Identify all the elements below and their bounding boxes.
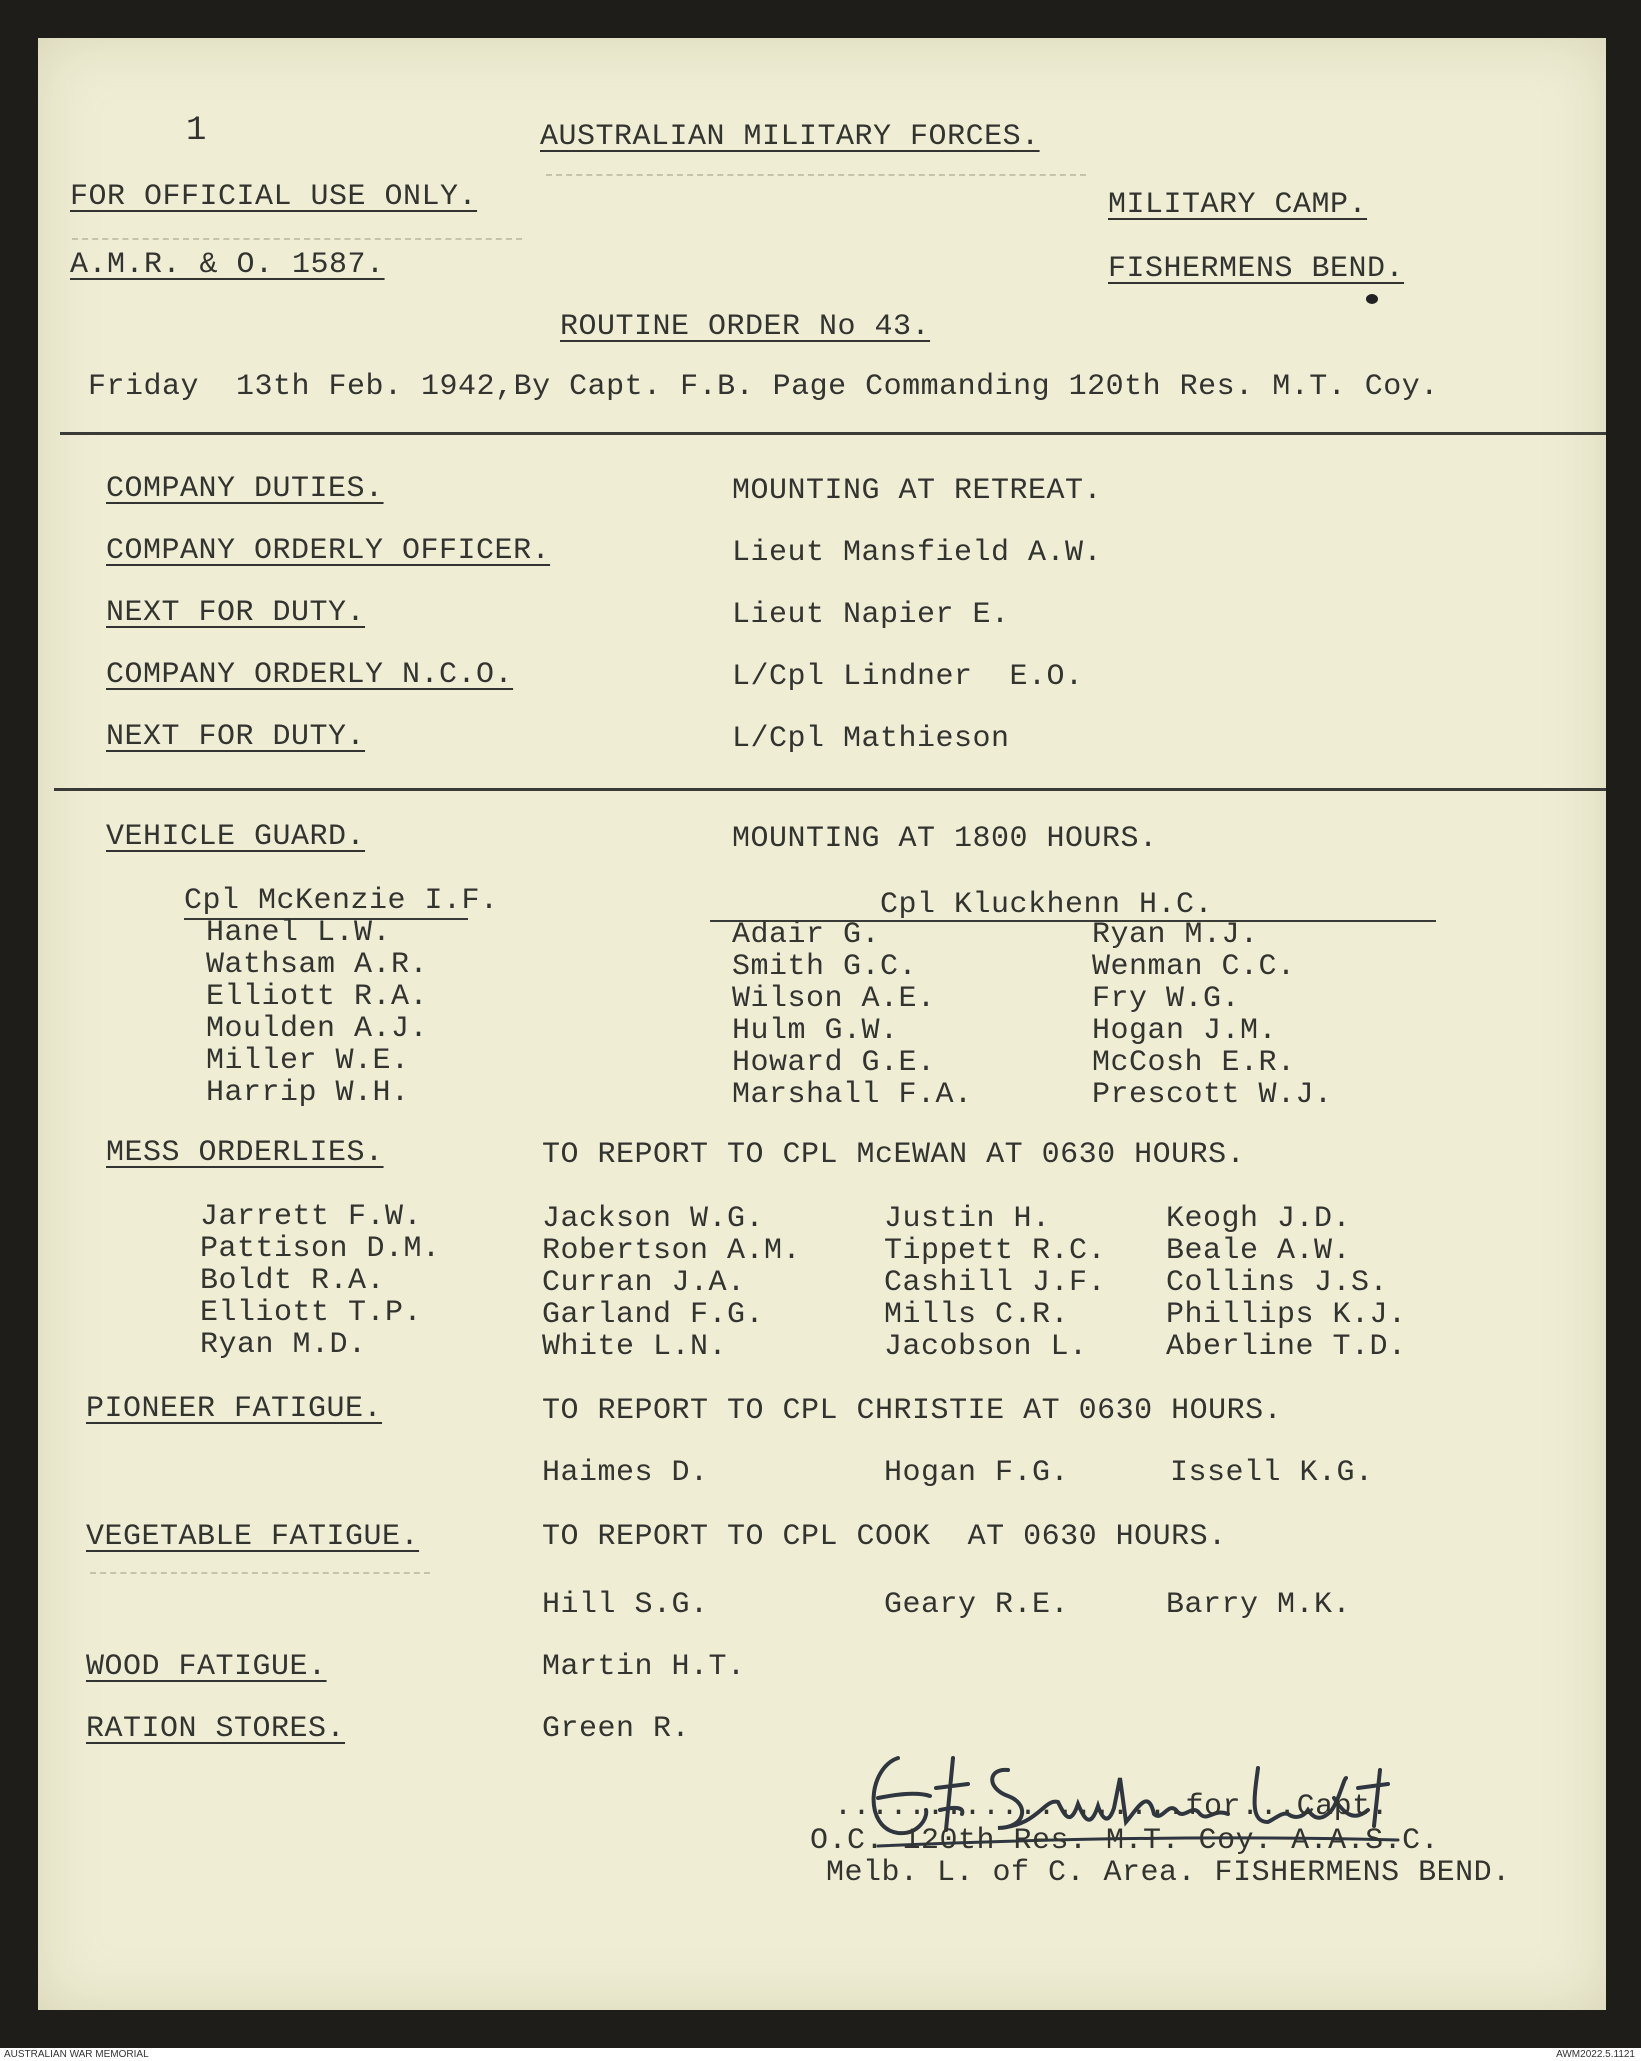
duty-label: COMPANY ORDERLY OFFICER.: [106, 534, 551, 568]
name-entry: Collins J.S.: [1166, 1266, 1389, 1300]
name-entry: Harrip W.H.: [206, 1076, 410, 1110]
wood-fatigue-label: WOOD FATIGUE.: [86, 1650, 327, 1684]
name-entry: Wilson A.E.: [732, 982, 936, 1016]
name-entry: Geary R.E.: [884, 1588, 1070, 1622]
guard-group1-list: [206, 918, 428, 1110]
name-entry: Moulden A.J.: [206, 1012, 429, 1046]
name-entry: Wathsam A.R.: [206, 948, 429, 982]
name-entry: Hogan F.G.: [884, 1456, 1070, 1490]
routine-order-number: ROUTINE ORDER No 43.: [560, 310, 931, 344]
guard-group2-head: Cpl Kluckhenn H.C.: [880, 888, 1214, 922]
mess-col1: [200, 1202, 441, 1362]
name-entry: Barry M.K.: [1166, 1588, 1352, 1622]
name-entry: Marshall F.A.: [732, 1078, 973, 1112]
duty-value: L/Cpl Mathieson: [732, 722, 1010, 756]
dash-line: [90, 1572, 430, 1574]
name-entry: Justin H.: [884, 1202, 1051, 1236]
name-entry: McCosh E.R.: [1092, 1046, 1296, 1080]
name-entry: Boldt R.A.: [200, 1264, 386, 1298]
footer-reference: AWM2022.5.1121: [1556, 2049, 1635, 2060]
footer-credit: AUSTRALIAN WAR MEMORIAL: [4, 2049, 149, 2060]
wood-fatigue-value: Martin H.T.: [542, 1650, 746, 1684]
mess-col4: [1166, 1204, 1407, 1364]
page-mark: 1: [186, 112, 207, 150]
duty-label: NEXT FOR DUTY.: [106, 720, 366, 754]
dateline: Friday 13th Feb. 1942,By Capt. F.B. Page Commanding 120th Res. M.T. Coy.: [88, 370, 1439, 404]
name-entry: Robertson A.M.: [542, 1234, 802, 1268]
ink-blot: [1366, 294, 1378, 304]
name-entry: Jackson W.G.: [542, 1202, 765, 1236]
mess-col2: [542, 1204, 801, 1364]
name-entry: Fry W.G.: [1092, 982, 1241, 1016]
company-duties-value: MOUNTING AT RETREAT.: [732, 474, 1103, 508]
signature-area: Melb. L. of C. Area. FISHERMENS BEND.: [826, 1856, 1511, 1890]
vegetable-fatigue-value: TO REPORT TO CPL COOK AT 0630 HOURS.: [542, 1520, 1227, 1554]
duty-label: NEXT FOR DUTY.: [106, 596, 366, 630]
name-entry: Pattison D.M.: [200, 1232, 441, 1266]
mess-orderlies-label: MESS ORDERLIES.: [106, 1136, 384, 1170]
name-entry: Howard G.E.: [732, 1046, 936, 1080]
name-entry: Prescott W.J.: [1092, 1078, 1333, 1112]
company-duties-label: COMPANY DUTIES.: [106, 472, 384, 506]
official-use: FOR OFFICIAL USE ONLY.: [70, 180, 478, 214]
guard-group2b-list: [1092, 920, 1333, 1112]
guard-group2a-list: [732, 920, 973, 1112]
divider: [60, 432, 1606, 435]
name-entry: Elliott T.P.: [200, 1296, 423, 1330]
document-page: [38, 38, 1606, 2010]
name-entry: Jacobson L.: [884, 1330, 1088, 1364]
duty-value: Lieut Napier E.: [732, 598, 1010, 632]
duty-value: L/Cpl Lindner E.O.: [732, 660, 1084, 694]
ration-stores-label: RATION STORES.: [86, 1712, 346, 1746]
duty-label: COMPANY ORDERLY N.C.O.: [106, 658, 514, 692]
vehicle-guard-value: MOUNTING AT 1800 HOURS.: [732, 822, 1158, 856]
camp-label: MILITARY CAMP.: [1108, 188, 1368, 222]
name-entry: Adair G.: [732, 918, 881, 952]
name-entry: Beale A.W.: [1166, 1234, 1352, 1268]
ration-stores-value: Green R.: [542, 1712, 691, 1746]
name-entry: Issell K.G.: [1170, 1456, 1374, 1490]
camp-location: FISHERMENS BEND.: [1108, 252, 1405, 286]
pioneer-fatigue-value: TO REPORT TO CPL CHRISTIE AT 0630 HOURS.: [542, 1394, 1283, 1428]
dash-line: [546, 174, 1086, 176]
name-entry: Wenman C.C.: [1092, 950, 1296, 984]
amr-reference: A.M.R. & O. 1587.: [70, 248, 385, 282]
dash-line: [72, 238, 522, 240]
name-entry: Aberline T.D.: [1166, 1330, 1407, 1364]
name-entry: Hogan J.M.: [1092, 1014, 1278, 1048]
name-entry: Curran J.A.: [542, 1266, 746, 1300]
mess-col3: [884, 1204, 1106, 1364]
name-entry: Phillips K.J.: [1166, 1298, 1407, 1332]
name-entry: Ryan M.D.: [200, 1328, 367, 1362]
name-entry: Mills C.R.: [884, 1298, 1070, 1332]
signature-line: ...................for...Capt.: [834, 1790, 1390, 1824]
mess-orderlies-value: TO REPORT TO CPL McEWAN AT 0630 HOURS.: [542, 1138, 1246, 1172]
name-entry: White L.N.: [542, 1330, 728, 1364]
name-entry: Smith G.C.: [732, 950, 918, 984]
name-entry: Garland F.G.: [542, 1298, 765, 1332]
name-entry: Cashill J.F.: [884, 1266, 1107, 1300]
org-title: AUSTRALIAN MILITARY FORCES.: [540, 120, 1040, 154]
signature-unit: O.C. 120th Res. M.T. Coy. A.A.S.C.: [810, 1824, 1440, 1858]
name-entry: Elliott R.A.: [206, 980, 429, 1014]
name-entry: Tippett R.C.: [884, 1234, 1107, 1268]
divider: [54, 788, 1606, 791]
name-entry: Keogh J.D.: [1166, 1202, 1352, 1236]
pioneer-fatigue-label: PIONEER FATIGUE.: [86, 1392, 383, 1426]
duty-value: Lieut Mansfield A.W.: [732, 536, 1103, 570]
vehicle-guard-label: VEHICLE GUARD.: [106, 820, 366, 854]
name-entry: Hanel L.W.: [206, 916, 392, 950]
name-entry: Hulm G.W.: [732, 1014, 899, 1048]
name-entry: Miller W.E.: [206, 1044, 410, 1078]
vegetable-fatigue-label: VEGETABLE FATIGUE.: [86, 1520, 420, 1554]
name-entry: Ryan M.J.: [1092, 918, 1259, 952]
guard-group1-head: Cpl McKenzie I.F.: [184, 884, 499, 918]
name-entry: Haimes D.: [542, 1456, 709, 1490]
name-entry: Hill S.G.: [542, 1588, 709, 1622]
name-entry: Jarrett F.W.: [200, 1200, 423, 1234]
